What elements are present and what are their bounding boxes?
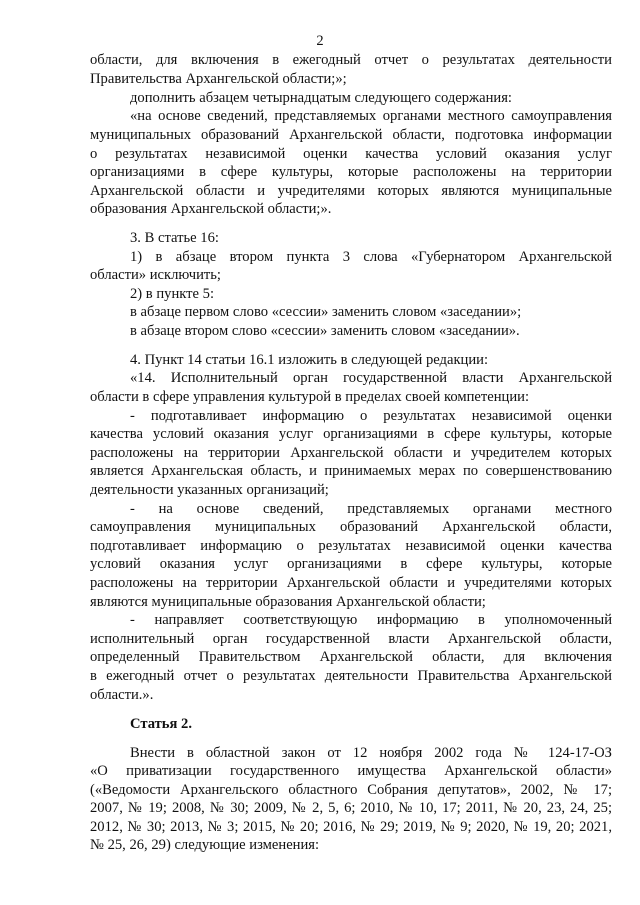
text-line: определенный Правительством Архангельской области, для включения (90, 649, 612, 665)
text-line: № 25, 26, 29) следующие изменения: (90, 837, 320, 853)
text-line: подготавливает информацию о результатах независимой оценки качества (90, 538, 612, 554)
text-line: Внести в областной закон от 12 ноября 2002 года № 124-17-ОЗ (130, 745, 612, 761)
text-line: 2007, № 19; 2008, № 30; 2009, № 2, 5, 6; 2010, № 10, 17; 2011, № 20, 23, 24, 25; (90, 800, 612, 816)
text-line: «О приватизации государственного имущества Архангельской области» (90, 763, 612, 779)
text-line: является Архангельская область, и принимаемых мерах по совершенствованию (90, 463, 612, 479)
text-line: качества условий оказания услуг организациями в сфере культуры, которые (90, 426, 612, 442)
text-line: - на основе сведений, представляемых органами местного (130, 501, 612, 517)
text-line: о результатах независимой оценки качества условий оказания услуг (90, 146, 612, 162)
text-line: области» исключить; (90, 267, 221, 283)
text-line: Правительства Архангельской области;»; (90, 71, 347, 87)
text-line: в абзаце втором слово «сессии» заменить словом «заседании». (130, 323, 520, 339)
text-line: исполнительный орган государственной власти Архангельской области, (90, 631, 612, 647)
text-line: дополнить абзацем четырнадцатым следующего содержания: (130, 90, 512, 106)
section-heading: Статья 2. (130, 716, 192, 732)
text-line: «на основе сведений, представляемых органами местного самоуправления (130, 108, 612, 124)
text-line: 2) в пункте 5: (130, 286, 215, 302)
text-line: 3. В статье 16: (130, 230, 219, 246)
text-line: области, для включения в ежегодный отчет о результатах деятельности (90, 52, 612, 68)
text-line: организациями в сфере культуры, которые расположены на территории (90, 164, 612, 180)
text-line: самоуправления муниципальных образований Архангельской области, (90, 519, 612, 535)
text-line: Архангельской области и учредителями которых являются муниципальные (90, 183, 612, 199)
text-line: в абзаце первом слово «сессии» заменить словом «заседании»; (130, 304, 522, 320)
text-line: - направляет соответствующую информацию в уполномоченный (130, 612, 612, 628)
text-line: образования Архангельской области;». (90, 201, 332, 217)
text-line: области.». (90, 687, 154, 703)
text-line: «14. Исполнительный орган государственной власти Архангельской (130, 370, 612, 386)
page-number: 2 (316, 33, 324, 49)
text-line: в ежегодный отчет о результатах деятельности Правительства Архангельской (90, 668, 612, 684)
text-line: муниципальных образований Архангельской области, подготовка информации (90, 127, 612, 143)
text-line: 2012, № 30; 2013, № 3; 2015, № 20; 2016, № 29; 2019, № 9; 2020, № 19, 20; 2021, (90, 819, 612, 835)
text-line: («Ведомости Архангельского областного Собрания депутатов», 2002, № 17; (90, 782, 612, 798)
text-line: 4. Пункт 14 статьи 16.1 изложить в следующей редакции: (130, 352, 489, 368)
text-line: расположены на территории Архангельской области и учредителем которых (90, 445, 612, 461)
text-line: являются муниципальные образования Архангельской области; (90, 594, 486, 610)
text-line: области в сфере управления культурой в пределах своей компетенции: (90, 389, 530, 405)
text-line: деятельности указанных организаций; (90, 482, 329, 498)
text-line: 1) в абзаце втором пункта 3 слова «Губернатором Архангельской (130, 249, 612, 265)
text-line: условий оказания услуг организациями в сфере культуры, которые (90, 556, 612, 572)
text-line: - подготавливает информацию о результатах независимой оценки (130, 408, 612, 424)
text-line: расположены на территории Архангельской области и учредителями которых (90, 575, 612, 591)
